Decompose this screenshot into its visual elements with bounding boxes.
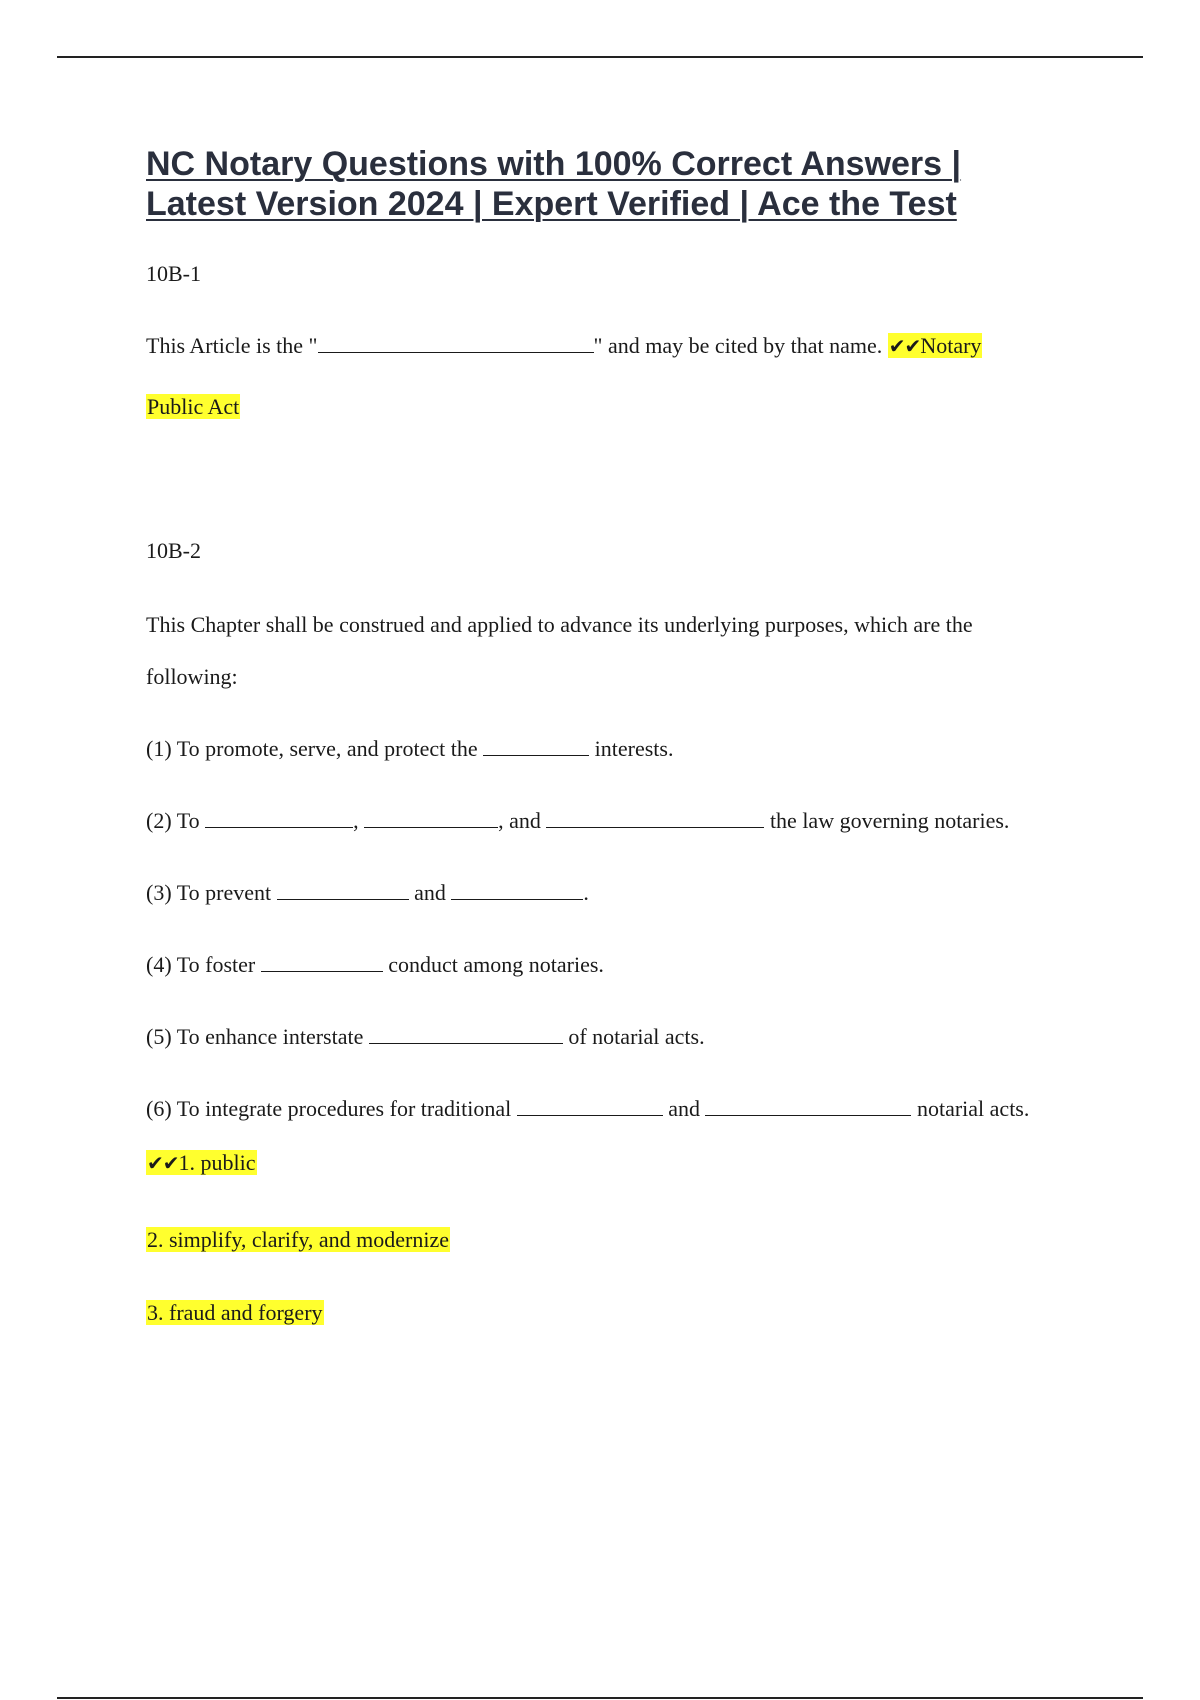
purpose-item-4 <box>146 951 604 979</box>
item-text: . <box>583 880 589 905</box>
question-intro-line: following: <box>146 664 238 689</box>
item-text: (1) To promote, serve, and protect the <box>146 736 478 761</box>
fill-blank <box>369 1023 563 1044</box>
purpose-item-3 <box>146 879 589 907</box>
answer-highlight <box>146 1150 257 1175</box>
answer-highlight: Public Act <box>147 394 240 419</box>
item-text: and <box>414 880 446 905</box>
fill-blank <box>261 951 383 972</box>
item-text: (2) To <box>146 808 200 833</box>
document-title <box>146 144 1106 224</box>
item-text: interests. <box>594 736 674 761</box>
header-rule <box>57 56 1143 58</box>
fill-blank <box>205 807 353 828</box>
answer-text: Notary <box>920 333 982 358</box>
fill-blank <box>318 332 594 353</box>
answer-text: 1. public <box>178 1150 256 1175</box>
answer-highlight: 3. fraud and forgery <box>147 1300 323 1325</box>
item-text: and <box>668 1096 700 1121</box>
item-text: , <box>353 808 359 833</box>
fill-blank <box>517 1095 663 1116</box>
fill-blank <box>483 735 589 756</box>
question-label: 10B-1 <box>146 261 201 286</box>
item-text: of notarial acts. <box>568 1024 705 1049</box>
purpose-item-5 <box>146 1023 705 1051</box>
title-line-1: NC Notary Questions with 100% Correct Answers | <box>146 145 962 183</box>
item-text: (6) To integrate procedures for traditional <box>146 1096 512 1121</box>
document-body <box>146 144 1106 1325</box>
answer-continuation <box>146 393 240 421</box>
question-text-after: " and may be cited by that name. <box>593 333 883 358</box>
item-text: conduct among notaries. <box>388 952 604 977</box>
item-text: (3) To prevent <box>146 880 272 905</box>
item-text: (4) To foster <box>146 952 256 977</box>
fill-blank <box>705 1095 911 1116</box>
question-text <box>146 332 982 360</box>
item-text: (5) To enhance interstate <box>146 1024 364 1049</box>
footer-rule <box>57 1697 1143 1699</box>
fill-blank <box>364 807 498 828</box>
fill-blank <box>451 879 583 900</box>
answer-highlight <box>888 333 983 358</box>
question-text-before: This Article is the " <box>146 333 318 358</box>
purpose-item-6 <box>146 1095 1029 1123</box>
purpose-item-1 <box>146 735 673 763</box>
double-check-icon: ✔✔ <box>147 1151 179 1175</box>
fill-blank <box>277 879 409 900</box>
question-label: 10B-2 <box>146 538 201 563</box>
question-intro-line: This Chapter shall be construed and applied to advance its underlying purposes, which are the <box>146 612 973 637</box>
answer-highlight: 2. simplify, clarify, and modernize <box>147 1227 449 1252</box>
title-line-2: Latest Version 2024 | Expert Verified | Ace the Test <box>146 185 957 223</box>
purpose-item-2 <box>146 807 1009 835</box>
answer-line-1 <box>146 1149 257 1177</box>
answer-line-2 <box>146 1226 450 1254</box>
item-text: the law governing notaries. <box>769 808 1010 833</box>
item-text: notarial acts. <box>916 1096 1030 1121</box>
fill-blank <box>546 807 764 828</box>
answer-line-3 <box>146 1299 324 1327</box>
item-text: , and <box>498 808 541 833</box>
double-check-icon: ✔✔ <box>888 334 921 358</box>
